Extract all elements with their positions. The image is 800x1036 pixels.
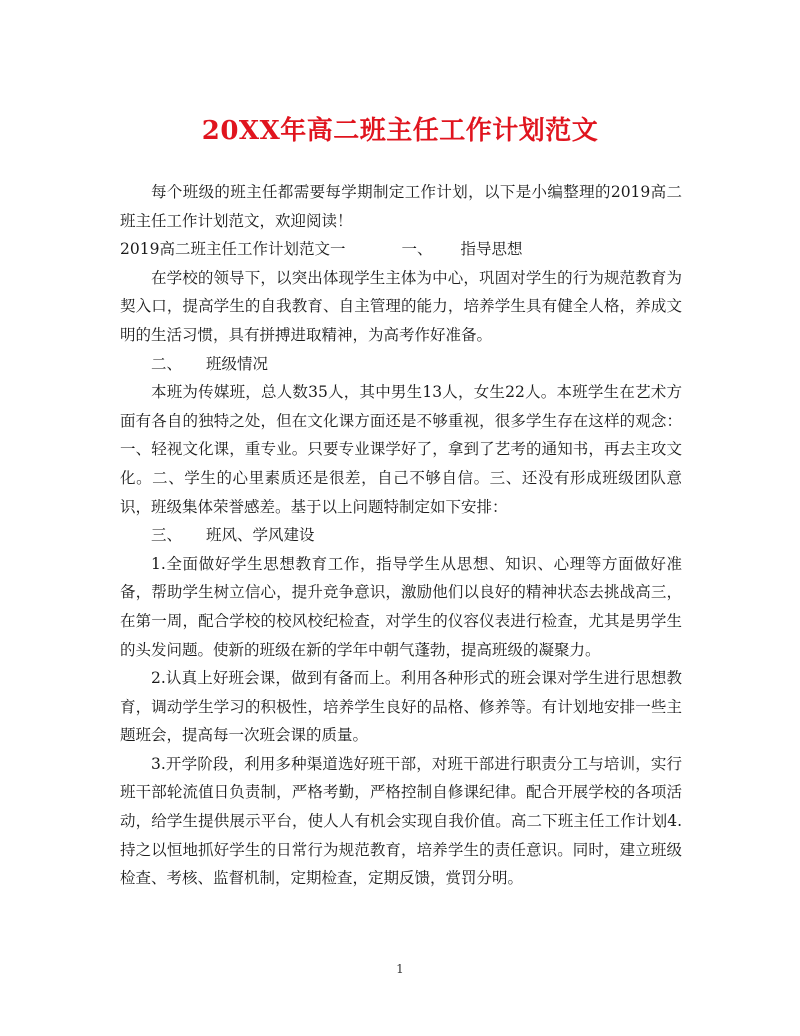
section3-number: 三、 xyxy=(151,526,183,545)
section1-heading-text: 指导思想 xyxy=(460,240,523,259)
section3-heading xyxy=(120,521,682,550)
document-body xyxy=(120,178,682,893)
section3-item-3: 3.开学阶段，利用多种渠道选好班干部，对班干部进行职责分工与培训，实行班干部轮流值日负责制，严格考勤，严格控制自修课纪律。配合开展学校的各项活动，给学生提供展示平台，使人人有机会实现自我价值。高二下班主任工作计划4.持之以恒地抓好学生的日常行为规范教育，培养学生的责任意识。同时，建立班级检查、考核、监督机制，定期检查，定期反馈，赏罚分明。 xyxy=(120,754,682,888)
section1-number: 一、 xyxy=(401,240,433,259)
section3-item-2: 2.认真上好班会课，做到有备而上。利用各种形式的班会课对学生进行思想教育，调动学生学习的积极性，培养学生良好的品格、修养等。有计划地安排一些主题班会，提高每一次班会课的质量。 xyxy=(120,669,682,745)
page-number: 1 xyxy=(396,962,404,976)
intro-paragraph: 每个班级的班主任都需要每学期制定工作计划，以下是小编整理的2019高二班主任工作计划范文，欢迎阅读！ xyxy=(120,183,682,230)
section2-number: 二、 xyxy=(151,354,183,373)
document-title: 20XX年高二班主任工作计划范文 xyxy=(201,116,599,146)
section2-heading-text: 班级情况 xyxy=(206,354,269,373)
section2-heading xyxy=(120,350,682,379)
section3-heading-text: 班风、学风建设 xyxy=(206,526,315,545)
section2-paragraph: 本班为传媒班，总人数35人，其中男生13人，女生22人。本班学生在艺术方面有各自的独特之处，但在文化课方面还是不够重视，很多学生存在这样的观念：一、轻视文化课，重专业。只要专业课学好了，拿到了艺考的通知书，再去主攻文化。二、学生的心里素质还是很差，自己不够自信。三、还没有形成班级团队意识，班级集体荣誉感差。基于以上问题特制定如下安排： xyxy=(120,383,682,516)
section1-heading xyxy=(401,235,522,264)
subtitle-text: 2019高二班主任工作计划范文一 xyxy=(120,240,346,259)
section1-paragraph: 在学校的领导下，以突出体现学生主体为中心，巩固对学生的行为规范教育为契入口，提高学生的自我教育、自主管理的能力，培养学生具有健全人格，养成文明的生活习惯，具有拼搏进取精神，为高考作好准备。 xyxy=(120,268,682,344)
section3-item-1: 1.全面做好学生思想教育工作，指导学生从思想、知识、心理等方面做好准备，帮助学生树立信心，提升竞争意识，激励他们以良好的精神状态去挑战高三，在第一周，配合学校的校风校纪检查，对学生的仪容仪表进行检查，尤其是男学生的头发问题。使新的班级在新的学年中朝气蓬勃，提高班级的凝聚力。 xyxy=(120,554,682,659)
subtitle-line xyxy=(120,235,682,264)
